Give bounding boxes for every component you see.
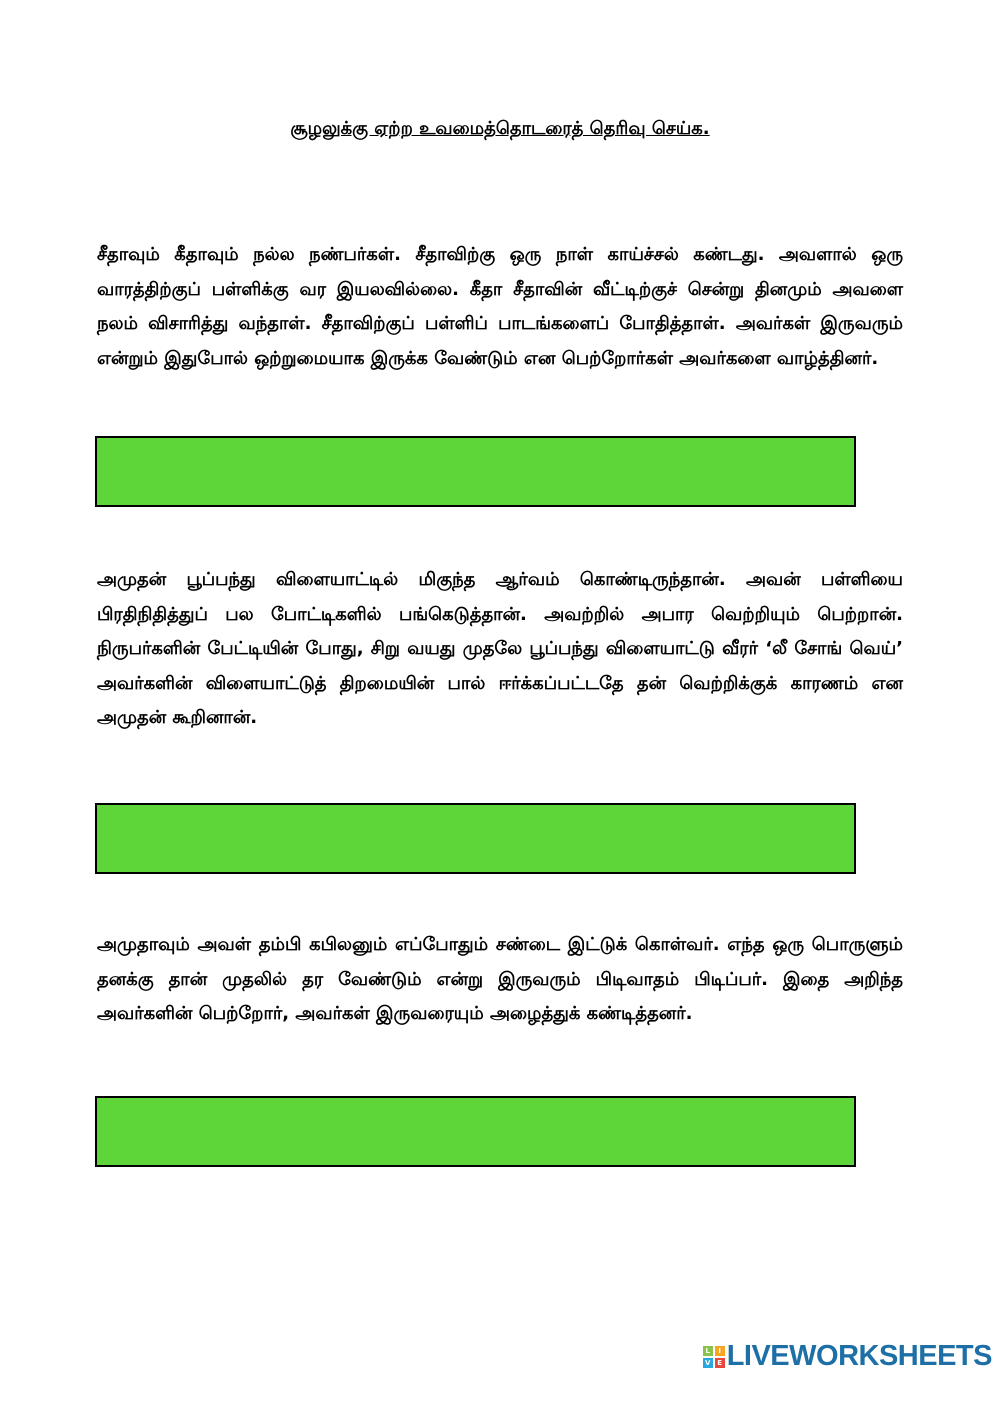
passage-1: சீதாவும் கீதாவும் நல்ல நண்பர்கள். சீதாவிற்கு ஒரு நாள் காய்ச்சல் கண்டது. அவளால் ஒரு வாரத்திற்குப் பள்ளிக்கு வர இயலவில்லை. கீதா சீதாவின் வீட்டிற்குச் சென்று தினமும் அவளை நலம் விசாரித்து வந்தாள். சீதாவிற்குப் பள்ளிப் பாடங்களைப் போதித்தாள். அவர்கள் இருவரும் என்றும் இதுபோல் ஒற்றுமையாக இருக்க வேண்டும் என பெற்றோர்கள் அவர்களை வாழ்த்தினர். <box>97 244 903 369</box>
logo-mark-letter: L <box>703 1346 713 1356</box>
liveworksheets-logo-icon <box>703 1346 725 1368</box>
logo-mark-letter: V <box>703 1358 713 1368</box>
logo-mark-letter: I <box>715 1346 725 1356</box>
passage-2: அமுதன் பூப்பந்து விளையாட்டில் மிகுந்த ஆர்வம் கொண்டிருந்தான். அவன் பள்ளியை பிரதிநிதித்துப் பல போட்டிகளில் பங்கெடுத்தான். அவற்றில் அபார வெற்றியும் பெற்றான். நிருபர்களின் பேட்டியின் போது, சிறு வயது முதலே பூப்பந்து விளையாட்டு வீரர் ‘லீ சோங் வெய்’ அவர்களின் விளையாட்டுத் திறமையின் பால் ஈர்க்கப்பட்டதே தன் வெற்றிக்குக் காரணம் என அமுதன் கூறினான். <box>97 569 903 728</box>
worksheet-title: சூழலுக்கு ஏற்ற உவமைத்தொடரைத் தெரிவு செய்க. <box>290 118 710 139</box>
answer-box-1[interactable] <box>95 436 856 507</box>
passage-3: அமுதாவும் அவள் தம்பி கபிலனும் எப்போதும் சண்டை இட்டுக் கொள்வர். எந்த ஒரு பொருளும் தனக்கு தான் முதலில் தர வேண்டும் என்று இருவரும் பிடிவாதம் பிடிப்பர். இதை அறிந்த அவர்களின் பெற்றோர், அவர்கள் இருவரையும் அழைத்துக் கண்டித்தனர். <box>97 934 903 1024</box>
liveworksheets-logo <box>703 1340 992 1373</box>
liveworksheets-logo-text: LIVEWORKSHEETS <box>726 1340 992 1372</box>
logo-mark-letter: E <box>715 1358 725 1368</box>
answer-box-3[interactable] <box>95 1096 856 1167</box>
answer-box-2[interactable] <box>95 803 856 874</box>
